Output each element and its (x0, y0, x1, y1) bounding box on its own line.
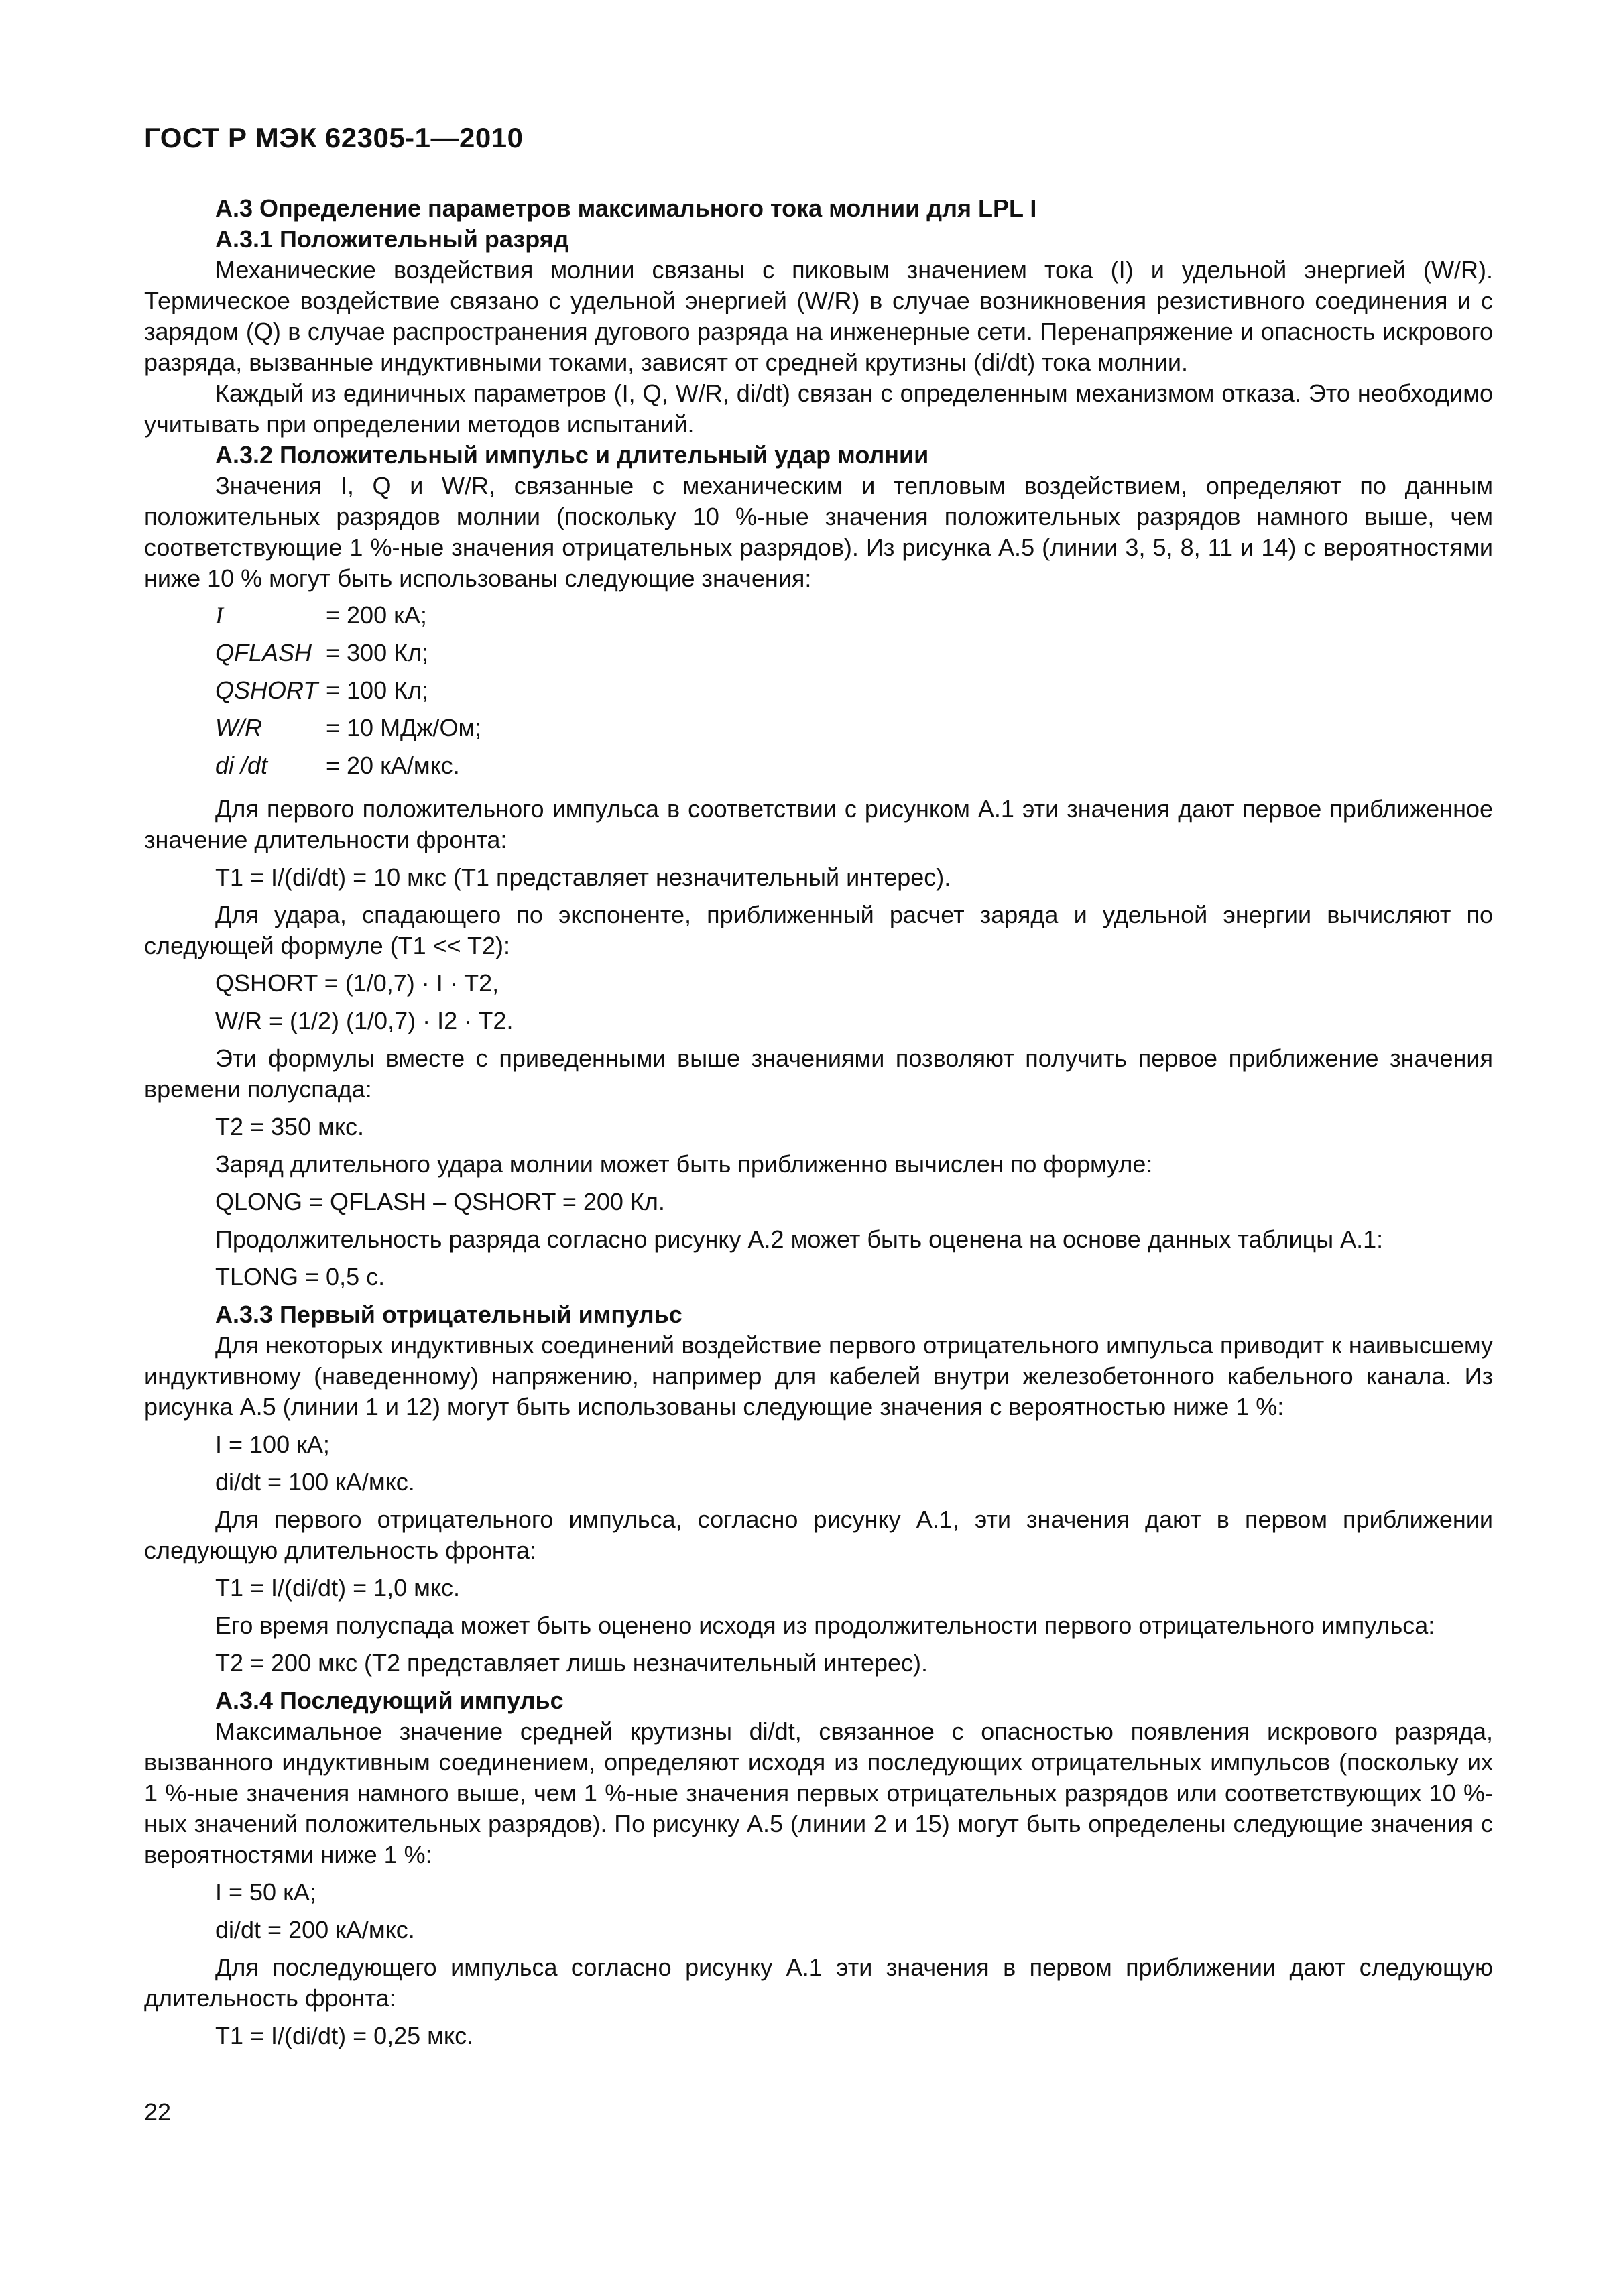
formula: T1 = I/(di/dt) = 10 мкс (T1 представляет незначительный интерес). (215, 863, 951, 891)
formula: W/R = (1/2) (1/0,7) · I2 · T2. (215, 1007, 514, 1034)
formula: T2 = 350 мкс. (215, 1113, 365, 1140)
parameter-values-table (215, 597, 481, 784)
paragraph: Его время полуспада может быть оценено исходя из продолжительности первого отрицательного импульса: (215, 1612, 1435, 1639)
subsection-title-a34: А.3.4 Последующий импульс (215, 1687, 564, 1714)
value-symbol: QFLASH (215, 639, 312, 666)
paragraph: Эти формулы вместе с приведенными выше значениями позволяют получить первое приближение значения времени полуспада: (144, 1044, 1493, 1103)
paragraph: Заряд длительного удара молнии может быть приближенно вычислен по формуле: (215, 1150, 1153, 1178)
value-row (215, 634, 481, 672)
paragraph: Значения I, Q и W/R, связанные с механическим и тепловым воздействием, определяют по данным положительных разрядов молнии (поскольку 10 %-ные значения положительных разрядов намного выше, чем соответствующие 1 %-ные значения отрицательных разрядов). Из рисунка А.5 (линии 3, 5, 8, 11 и 14) с вероятностями ниже 10 % могут быть использованы следующие значения: (144, 472, 1493, 592)
document-header: ГОСТ Р МЭК 62305-1—2010 (144, 122, 524, 154)
subsection-title-a33: А.3.3 Первый отрицательный импульс (215, 1301, 682, 1328)
page-number: 22 (144, 2098, 172, 2126)
formula: TLONG = 0,5 с. (215, 1263, 385, 1290)
value-row (215, 672, 481, 709)
value-row (215, 709, 481, 747)
formula: QSHORT = (1/0,7) · I · T2, (215, 969, 499, 997)
value-row (215, 747, 481, 784)
paragraph: Каждый из единичных параметров (I, Q, W/R, di/dt) связан с определенным механизмом отказа. Это необходимо учитывать при определении методов испытаний. (144, 379, 1493, 438)
paragraph: Продолжительность разряда согласно рисунку А.2 может быть оценена на основе данных таблицы А.1: (215, 1225, 1384, 1253)
formula: T1 = I/(di/dt) = 1,0 мкс. (215, 1574, 461, 1602)
paragraph: Для удара, спадающего по экспоненте, приближенный расчет заряда и удельной энергии вычисляют по следующей формуле (T1 << T2): (144, 901, 1493, 959)
formula: di/dt = 200 кА/мкс. (215, 1916, 415, 1943)
value-symbol: I (215, 602, 223, 629)
subsection-title-a32: А.3.2 Положительный импульс и длительный удар молнии (215, 441, 929, 469)
value-symbol: di /dt (215, 751, 268, 779)
paragraph: Для первого отрицательного импульса, согласно рисунку А.1, эти значения дают в первом приближении следующую длительность фронта: (144, 1506, 1493, 1564)
paragraph: Для первого положительного импульса в соответствии с рисунком А.1 эти значения дают первое приближенное значение длительности фронта: (144, 795, 1493, 853)
formula: T1 = I/(di/dt) = 0,25 мкс. (215, 2022, 474, 2049)
value-row (215, 597, 481, 634)
document-body (144, 193, 1493, 2058)
paragraph: Для некоторых индуктивных соединений воздействие первого отрицательного импульса приводит к наивысшему индуктивному (наведенному) напряжению, например для кабелей внутри железобетонного кабельного канала. Из рисунка А.5 (линии 1 и 12) могут быть использованы следующие значения с вероятностью ниже 1 %: (144, 1331, 1493, 1421)
formula: T2 = 200 мкс (T2 представляет лишь незначительный интерес). (215, 1649, 928, 1677)
subsection-title-a31: А.3.1 Положительный разряд (215, 225, 569, 253)
value-symbol: QSHORT (215, 676, 318, 704)
value-text: = 100 Кл; (326, 676, 429, 704)
formula: I = 100 кА; (215, 1431, 330, 1458)
value-text: = 20 кА/мкс. (326, 751, 460, 779)
section-title-a3: А.3 Определение параметров максимального тока молнии для LPL I (215, 194, 1037, 222)
formula: QLONG = QFLASH – QSHORT = 200 Кл. (215, 1188, 665, 1215)
value-text: = 200 кА; (326, 601, 427, 629)
value-text: = 300 Кл; (326, 639, 429, 666)
paragraph: Механические воздействия молнии связаны с пиковым значением тока (I) и удельной энергией (W/R). Термическое воздействие связано с удельной энергией (W/R) в случае возникновения резистивного соединения и с зарядом (Q) в случае распространения дугового разряда на инженерные сети. Перенапряжение и опасность искрового разряда, вызванные индуктивными токами, зависят от средней крутизны (di/dt) тока молнии. (144, 256, 1493, 376)
value-text: = 10 МДж/Ом; (326, 714, 482, 741)
paragraph: Для последующего импульса согласно рисунку А.1 эти значения в первом приближении дают следующую длительность фронта: (144, 1953, 1493, 2012)
formula: I = 50 кА; (215, 1878, 316, 1906)
value-symbol: W/R (215, 714, 262, 741)
formula: di/dt = 100 кА/мкс. (215, 1468, 415, 1496)
paragraph: Максимальное значение средней крутизны di/dt, связанное с опасностью появления искрового разряда, вызванного индуктивным соединением, определяют исходя из последующих отрицательных импульсов (поскольку их 1 %-ные значения намного выше, чем 1 %-ные значения первых отрицательных разрядов или соответствующих 10 %-ных значений положительных разрядов). По рисунку А.5 (линии 2 и 15) могут быть определены следующие значения с вероятностями ниже 1 %: (144, 1717, 1493, 1868)
